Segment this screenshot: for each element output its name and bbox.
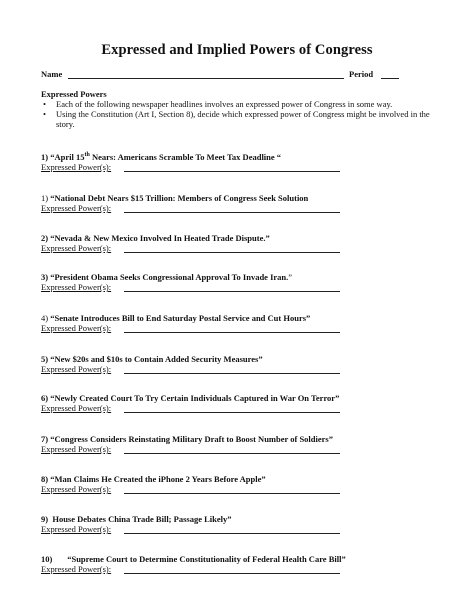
period-label: Period: [349, 69, 374, 79]
question-text: “Nevada & New Mexico Involved In Heated Trade Dispute.”: [50, 233, 270, 243]
question-text-closing-quote: ”: [288, 272, 293, 282]
question-number: 9): [41, 514, 49, 524]
answer-line[interactable]: [124, 171, 340, 172]
question-number: 2): [41, 233, 49, 243]
answer-line[interactable]: [124, 373, 340, 374]
answer-label: Expressed Power(s):: [41, 564, 112, 574]
answer-label: Expressed Power(s):: [41, 282, 112, 292]
question-item: [41, 152, 461, 174]
bullet-icon: •: [43, 99, 46, 109]
answer-line[interactable]: [124, 412, 340, 413]
answer-label: Expressed Power(s):: [41, 403, 112, 413]
name-label: Name: [41, 69, 63, 79]
name-field[interactable]: [68, 78, 344, 79]
question-number: 10): [41, 554, 53, 564]
instruction-item: [41, 99, 441, 109]
question-number: 6): [41, 393, 49, 403]
page-title: Expressed and Implied Powers of Congress: [101, 42, 373, 58]
question-item: [41, 354, 461, 376]
question-number: 5): [41, 354, 49, 364]
answer-label: Expressed Power(s):: [41, 323, 112, 333]
question-number: 4): [41, 313, 49, 323]
question-text: “National Debt Nears $15 Trillion: Members of Congress Seek Solution: [50, 193, 309, 203]
question-headline: [41, 554, 346, 564]
answer-line[interactable]: [124, 453, 340, 454]
instruction-text: Using the Constitution (Art I, Section 8), decide which expressed power of Congress might be involved in the story.: [56, 109, 430, 129]
instructions-list: [41, 99, 441, 129]
question-item: [41, 554, 461, 576]
answer-line[interactable]: [124, 291, 340, 292]
answer-label: Expressed Power(s):: [41, 524, 112, 534]
answer-label: Expressed Power(s):: [41, 243, 112, 253]
question-headline: [41, 233, 270, 243]
question-headline: [41, 514, 231, 524]
question-headline: [41, 474, 266, 484]
answer-label: Expressed Power(s):: [41, 162, 112, 172]
question-text: “April 15th Nears: Americans Scramble To Meet Tax Deadline “: [50, 152, 282, 162]
question-text: “New $20s and $10s to Contain Added Security Measures”: [50, 354, 263, 364]
question-headline: [41, 393, 339, 403]
question-number: 7): [41, 434, 49, 444]
question-headline: [41, 354, 263, 364]
answer-line[interactable]: [124, 573, 340, 574]
answer-label: Expressed Power(s):: [41, 364, 112, 374]
answer-label: Expressed Power(s):: [41, 484, 112, 494]
question-item: [41, 474, 461, 496]
answer-label: Expressed Power(s):: [41, 444, 112, 454]
question-headline: [41, 193, 308, 203]
name-period-row: [41, 69, 441, 83]
question-item: [41, 393, 461, 415]
question-text: “Congress Considers Reinstating Military Draft to Boost Number of Soldiers”: [50, 434, 333, 444]
question-item: [41, 233, 461, 255]
question-text: “Man Claims He Created the iPhone 2 Years Before Apple”: [50, 474, 266, 484]
instruction-item: [41, 109, 441, 129]
question-text: “President Obama Seeks Congressional Approval To Invade Iran.: [50, 272, 289, 282]
bullet-icon: •: [43, 109, 46, 119]
question-number: 1): [41, 193, 49, 203]
question-text: “Senate Introduces Bill to End Saturday Postal Service and Cut Hours”: [50, 313, 311, 323]
answer-line[interactable]: [124, 533, 340, 534]
question-item: [41, 434, 461, 456]
question-text: House Debates China Trade Bill; Passage Likely”: [52, 514, 232, 524]
instruction-text: Each of the following newspaper headlines involves an expressed power of Congress in some way.: [56, 99, 393, 109]
answer-line[interactable]: [124, 252, 340, 253]
answer-line[interactable]: [124, 332, 340, 333]
answer-line[interactable]: [124, 212, 340, 213]
question-headline: [41, 152, 281, 162]
question-number: 3): [41, 272, 49, 282]
question-item: [41, 193, 461, 215]
question-item: [41, 514, 461, 536]
question-text: “Supreme Court to Determine Constitutionality of Federal Health Care Bill”: [67, 554, 346, 564]
question-headline: [41, 272, 292, 282]
question-number: 8): [41, 474, 49, 484]
question-headline: [41, 434, 333, 444]
question-item: [41, 313, 461, 335]
question-text: “Newly Created Court To Try Certain Individuals Captured in War On Terror”: [50, 393, 340, 403]
period-field[interactable]: [381, 78, 399, 79]
answer-label: Expressed Power(s):: [41, 203, 112, 213]
question-headline: [41, 313, 310, 323]
answer-line[interactable]: [124, 493, 340, 494]
question-number: 1): [41, 152, 49, 162]
section-title: Expressed Powers: [41, 89, 107, 99]
question-item: [41, 272, 461, 294]
